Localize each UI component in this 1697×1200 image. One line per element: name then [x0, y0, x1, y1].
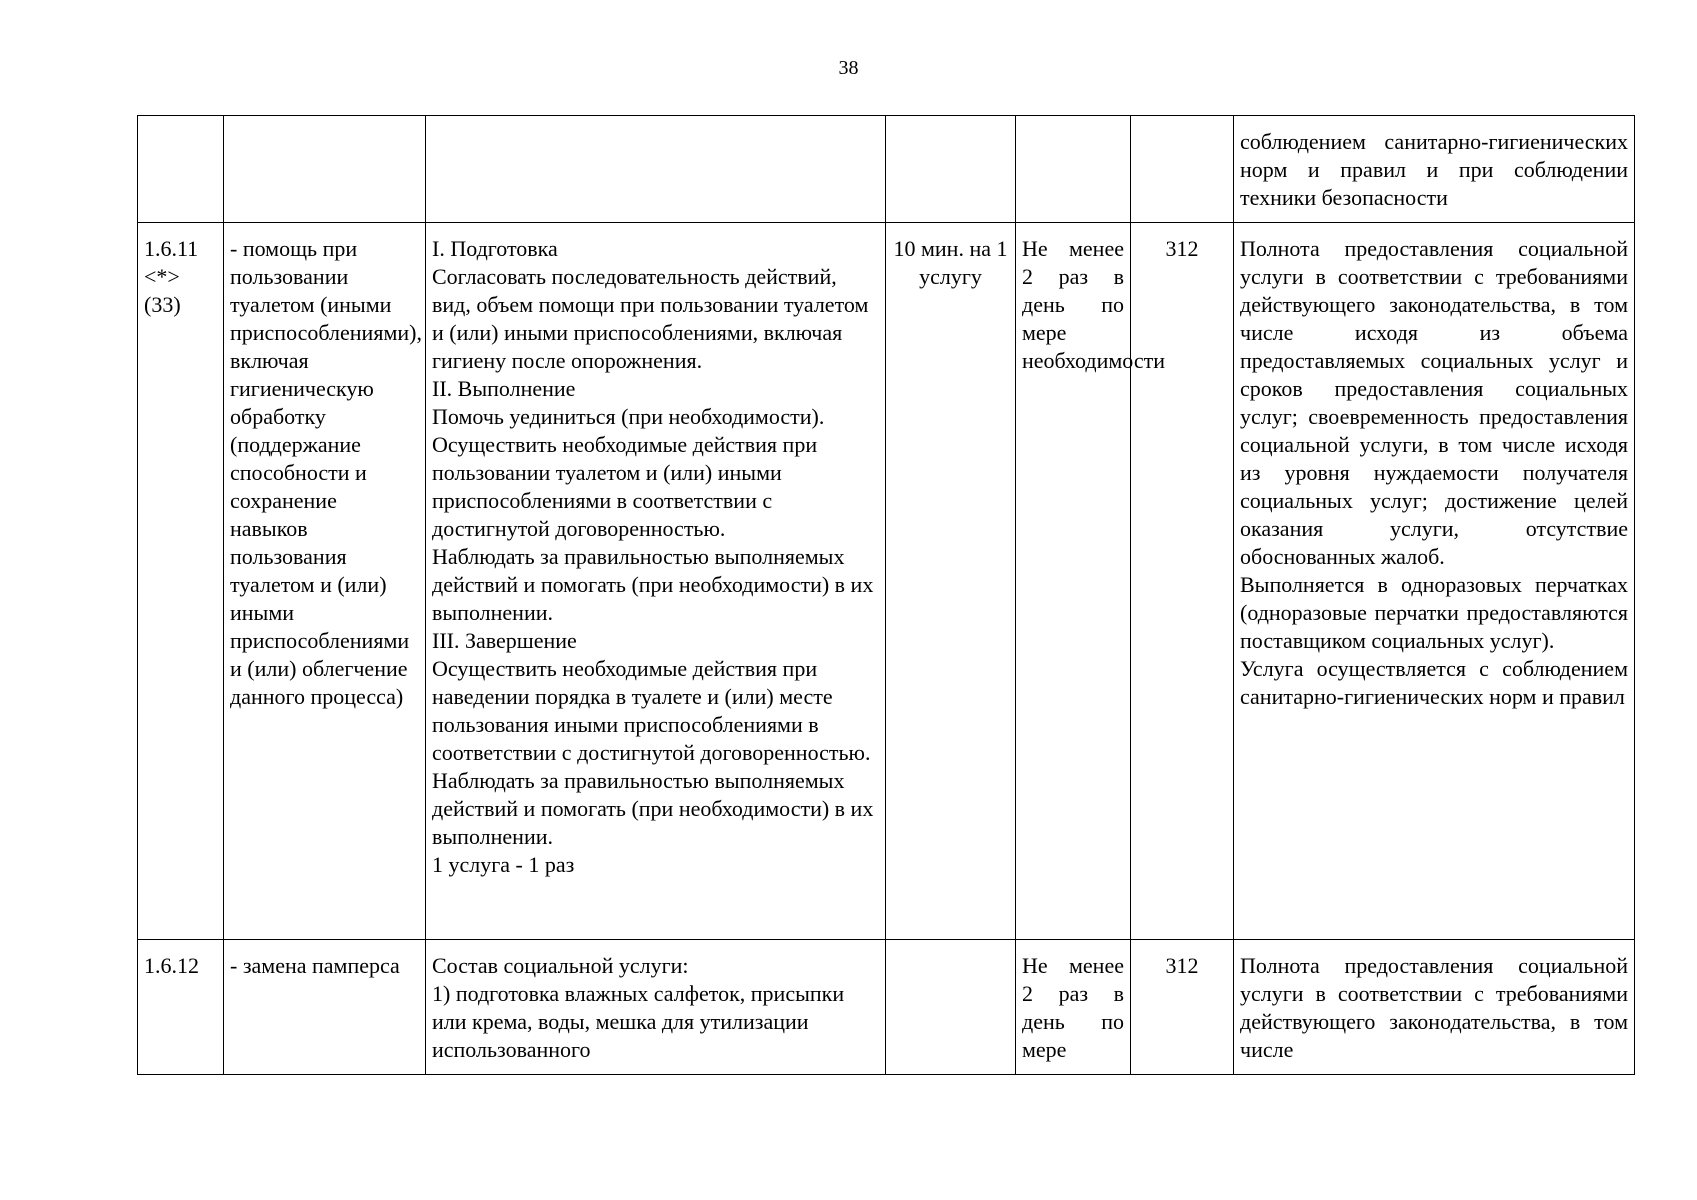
frequency-cell [1016, 116, 1131, 223]
time-cell: 10 мин. на 1 услугу [886, 223, 1016, 940]
quality-text: Полнота предоставления социальной услуги в соответствии с требованиями действующего законодательства, в том числе исходя из объема предоставляемых социальных услуг и сроков предоставления социальных услуг; своевременность предоставления социальной услуги, в том числе исходя из уровня нуждаемости получателя социальных услуг; достижение целей оказания услуги, отсутствие обоснованных жалоб. [1240, 236, 1628, 569]
quality-cell [1234, 223, 1635, 940]
quality-text: соблюдением санитарно-гигиенических норм и правил и при соблюдении техники безопасности [1240, 129, 1628, 210]
quality-text: Полнота предоставления социальной услуги в соответствии с требованиями действующего законодательства, в том числе [1240, 953, 1628, 1062]
table-row [138, 223, 1635, 940]
table-row [138, 940, 1635, 1075]
content-cell: Состав социальной услуги: 1) подготовка влажных салфеток, присыпки или крема, воды, мешка для утилизации использованного [426, 940, 886, 1075]
quality-cell [1234, 116, 1635, 223]
content-cell: I. Подготовка Согласовать последовательность действий, вид, объем помощи при пользовании туалетом и (или) иными приспособлениями, включая гигиену после опорожнения. II. Выполнение Помочь уединиться (при необходимости). Осуществить необходимые действия при пользовании туалетом и (или) иными приспособлениями в соответствии с достигнутой договоренностью. Наблюдать за правильностью выполняемых действий и помогать (при необходимости) в их выполнении. III. Завершение Осуществить необходимые действия при наведении порядка в туалете и (или) месте пользования иными приспособлениями в соответствии с достигнутой договоренностью. Наблюдать за правильностью выполняемых действий и помогать (при необходимости) в их выполнении. 1 услуга - 1 раз [426, 223, 886, 940]
name-cell: - замена памперса [224, 940, 426, 1075]
frequency-cell: Не менее 2 раз в день по мере необходимости [1016, 223, 1131, 940]
table-row [138, 116, 1635, 223]
quality-text: Услуга осуществляется с соблюдением санитарно-гигиенических норм и правил [1240, 656, 1628, 709]
time-cell [886, 116, 1016, 223]
code-cell: 1.6.11 <*> (33) [138, 223, 224, 940]
time-cell [886, 940, 1016, 1075]
price-cell: 312 [1131, 223, 1234, 940]
frequency-cell: Не менее 2 раз в день по мере [1016, 940, 1131, 1075]
name-cell [224, 116, 426, 223]
name-cell: - помощь при пользовании туалетом (иными приспособлениями), включая гигиеническую обработку (поддержание способности и сохранение навыков пользования туалетом и (или) иными приспособлениями и (или) облегчение данного процесса) [224, 223, 426, 940]
quality-text: Выполняется в одноразовых перчатках (одноразовые перчатки предоставляются поставщиком социальных услуг). [1240, 572, 1628, 653]
page-number: 38 [838, 57, 859, 79]
price-cell [1131, 116, 1234, 223]
quality-cell [1234, 940, 1635, 1075]
code-cell [138, 116, 224, 223]
services-table [137, 115, 1635, 1075]
price-cell: 312 [1131, 940, 1234, 1075]
code-cell: 1.6.12 [138, 940, 224, 1075]
content-cell [426, 116, 886, 223]
